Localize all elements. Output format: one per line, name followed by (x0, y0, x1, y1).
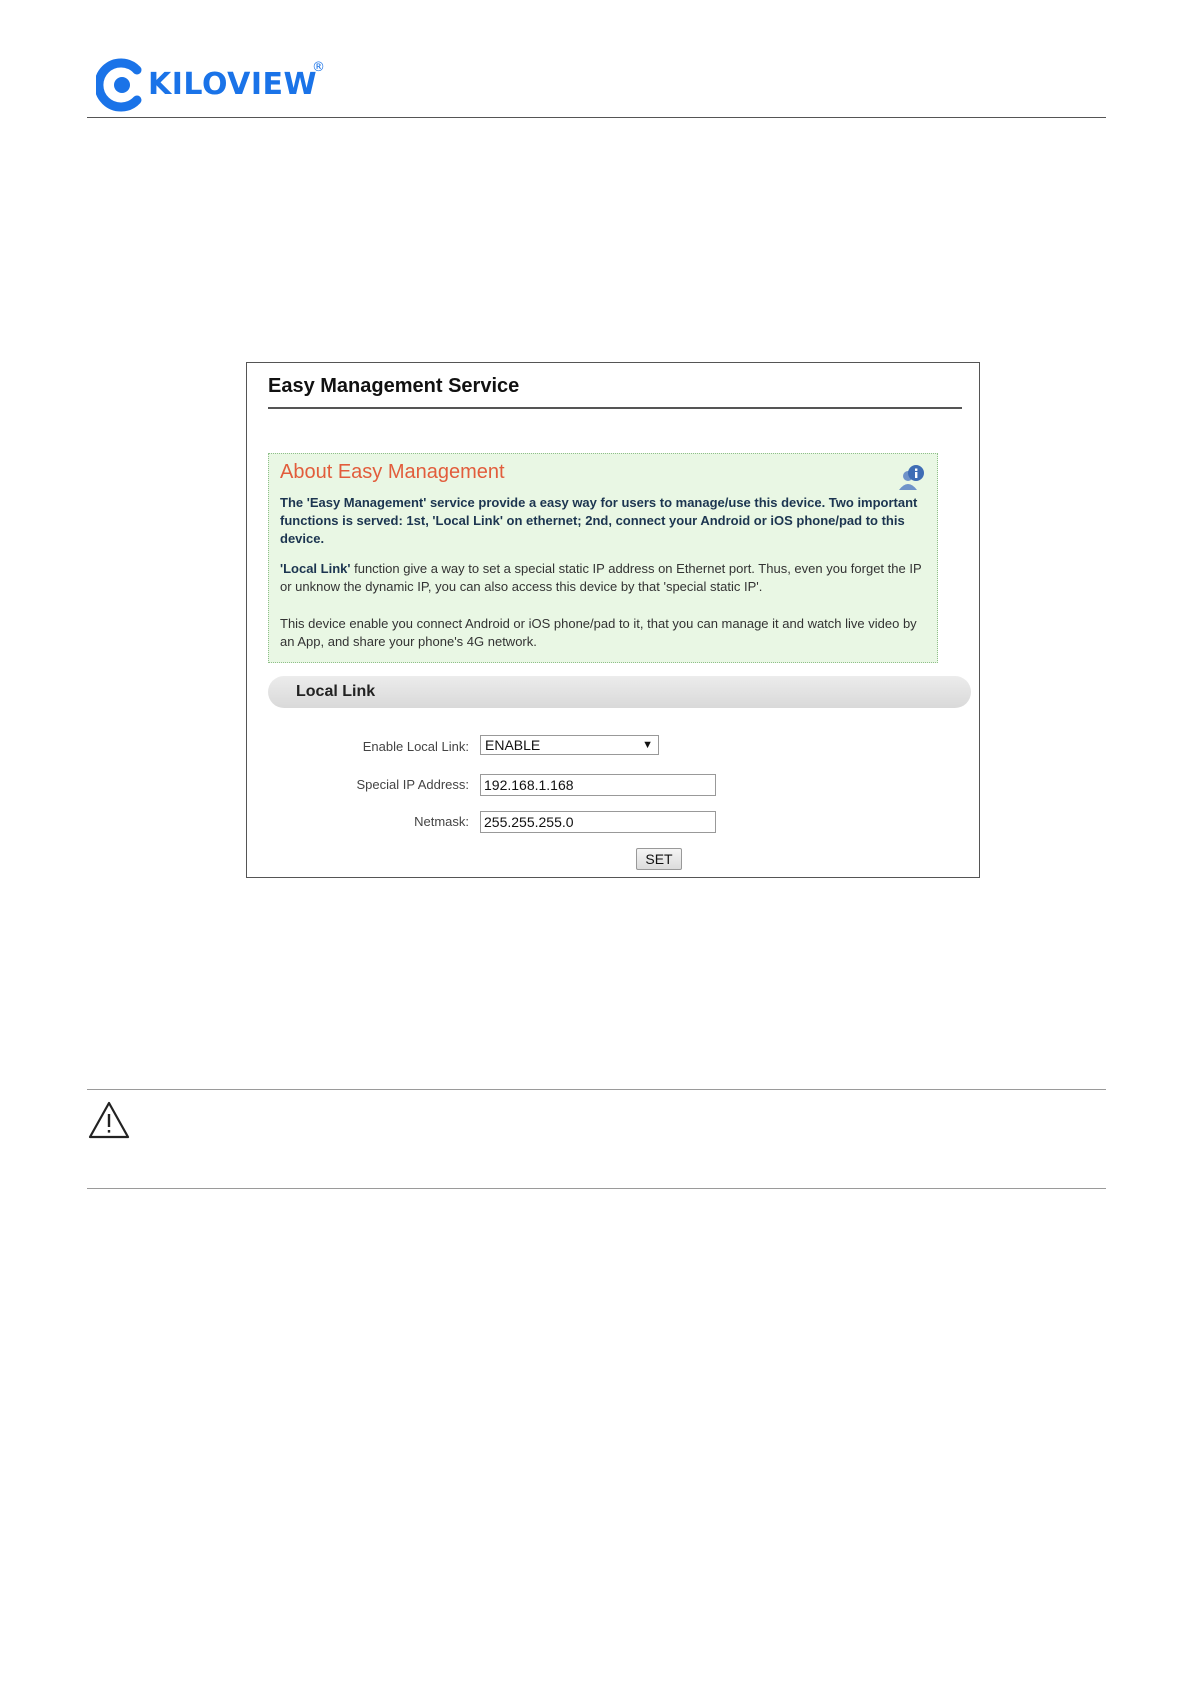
logo-text: KILOVIEW (148, 67, 318, 102)
local-link-section-title: Local Link (296, 683, 376, 700)
kiloview-logo (96, 58, 336, 112)
title-divider (268, 407, 962, 409)
enable-local-link-label: Enable Local Link: (362, 739, 469, 754)
local-link-section-header (268, 676, 971, 708)
note-bottom-rule (87, 1188, 1106, 1189)
warning-icon (87, 1100, 131, 1140)
enable-local-link-value: ENABLE (485, 737, 541, 753)
special-ip-input[interactable] (480, 774, 716, 796)
logo-mark-icon (96, 58, 146, 112)
panel-title: Easy Management Service (268, 375, 520, 397)
about-intro: The 'Easy Management' service provide a easy way for users to manage/use this device. Two important functions is served: 1st, 'Local Link' on ethernet; 2nd, connect your Android or iOS phone/pad to this device. (280, 495, 918, 546)
set-button[interactable]: SET (636, 848, 682, 870)
dropdown-arrow-icon: ▼ (642, 739, 653, 751)
note-top-rule (87, 1089, 1106, 1090)
enable-local-link-select[interactable] (480, 735, 659, 755)
about-title: About Easy Management (280, 461, 505, 483)
registered-mark: ® (312, 60, 325, 75)
easy-management-panel (246, 362, 980, 878)
about-box (268, 453, 938, 663)
about-phone: This device enable you connect Android or iOS phone/pad to it, that you can manage it and watch live video by an App, and share your phone's 4G network. (280, 616, 917, 649)
header-rule (87, 117, 1106, 118)
local-link-term: 'Local Link' (280, 561, 351, 576)
about-local-link (280, 560, 928, 596)
local-link-text: function give a way to set a special static IP address on Ethernet port. Thus, even you forget the IP or unknow the dynamic IP, you can also access this device by that 'special static IP'. (280, 561, 922, 594)
special-ip-label: Special IP Address: (356, 777, 469, 792)
netmask-label: Netmask: (414, 814, 469, 829)
netmask-input[interactable] (480, 811, 716, 833)
info-user-icon (897, 464, 925, 492)
